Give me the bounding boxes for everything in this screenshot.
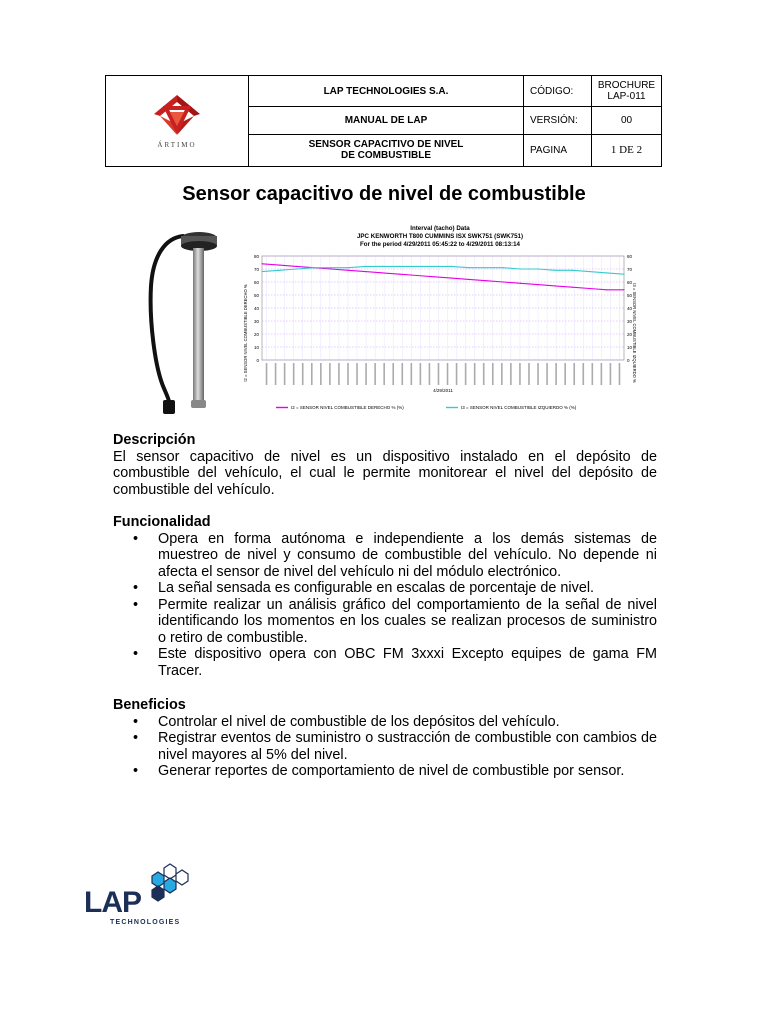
series-1-point xyxy=(330,268,331,269)
descripcion-section xyxy=(113,432,657,498)
bullet-icon: • xyxy=(133,713,139,730)
x-tick-label xyxy=(546,363,548,385)
x-tick-label xyxy=(302,363,304,385)
list-item xyxy=(113,597,657,647)
x-tick-label xyxy=(356,363,358,385)
version-label: VERSIÓN: xyxy=(524,107,592,134)
x-tick-label xyxy=(320,363,322,385)
x-tick-label xyxy=(329,363,331,385)
x-tick-label xyxy=(420,363,422,385)
x-tick-label xyxy=(392,363,394,385)
series-2-point xyxy=(434,266,435,267)
y-tick-label-left: 20 xyxy=(253,332,259,337)
x-tick-label xyxy=(619,363,621,385)
bullet-icon: • xyxy=(133,763,139,779)
y-tick-label-right: 50 xyxy=(627,293,633,298)
beneficios-list xyxy=(113,714,657,780)
y-tick-label-right: 30 xyxy=(627,319,633,324)
y-tick-label-left: 10 xyxy=(253,345,259,350)
series-1-point xyxy=(623,289,624,290)
list-item-text: Este dispositivo opera con OBC FM 3xxxi Excepto equipes de gama FM Tracer. xyxy=(158,646,657,679)
x-tick-label xyxy=(338,363,340,385)
x-tick-label xyxy=(374,363,376,385)
x-tick-label xyxy=(483,363,485,385)
x-tick-label xyxy=(510,363,512,385)
y-tick-label-right: 0 xyxy=(627,358,630,363)
series-2-point xyxy=(520,268,521,269)
series-2-point xyxy=(313,267,314,268)
codigo-value xyxy=(592,76,662,107)
lap-logo-subtitle: TECHNOLOGIES xyxy=(110,919,181,926)
x-tick-label xyxy=(519,363,521,385)
legend-label-2: I3 = SENSOR NIVEL COMBUSTIBLE IZQUIERDO % (%) xyxy=(461,405,577,410)
series-1-point xyxy=(348,270,349,271)
list-item-text: La señal sensada es configurable en escalas de porcentaje de nivel. xyxy=(158,580,595,596)
funcionalidad-heading: Funcionalidad xyxy=(113,514,211,530)
chart-title-line-2: JPC KENWORTH T800 CUMMINS ISX SWK751 (SWK751) xyxy=(356,233,524,240)
x-tick-label xyxy=(438,363,440,385)
fuel-sensor-image xyxy=(135,226,235,416)
y-tick-label-left: 50 xyxy=(253,293,259,298)
list-item xyxy=(113,714,657,731)
x-tick-label xyxy=(573,363,575,385)
beneficios-heading: Beneficios xyxy=(113,697,186,713)
lap-technologies-logo xyxy=(82,862,192,928)
series-2-point xyxy=(382,266,383,267)
series-2-point xyxy=(537,268,538,269)
list-item xyxy=(113,730,657,763)
series-1-point xyxy=(503,281,504,282)
lap-logo-word: LAP xyxy=(84,886,141,919)
y-tick-label-right: 80 xyxy=(627,254,633,259)
x-tick-label xyxy=(601,363,603,385)
x-tick-label xyxy=(347,363,349,385)
series-1-point xyxy=(485,280,486,281)
y-axis-label-right: I3 = SENSOR NIVEL COMBUSTIBLE IZQUIERDO % xyxy=(632,283,637,383)
x-tick-label xyxy=(447,363,449,385)
series-1-point xyxy=(296,266,297,267)
document-subject-line-2: DE COMBUSTIBLE xyxy=(341,150,431,162)
y-tick-label-right: 10 xyxy=(627,345,633,350)
y-tick-label-left: 80 xyxy=(253,254,259,259)
series-1-point xyxy=(279,265,280,266)
y-tick-label-left: 40 xyxy=(253,306,259,311)
x-tick-label xyxy=(311,363,313,385)
y-tick-label-left: 0 xyxy=(256,358,259,363)
codigo-value-line-2: LAP-011 xyxy=(607,91,646,103)
x-tick-label xyxy=(365,363,367,385)
x-tick-label xyxy=(592,363,594,385)
list-item-text: Generar reportes de comportamiento de nivel de combustible por sensor. xyxy=(158,763,625,779)
series-2-point xyxy=(417,266,418,267)
list-item xyxy=(113,763,657,780)
x-tick-label xyxy=(293,363,295,385)
artimo-logo-text: ÁRTIMO xyxy=(157,140,197,149)
artimo-logo-icon xyxy=(146,92,208,138)
series-2-point xyxy=(468,267,469,268)
bullet-icon: • xyxy=(133,580,139,596)
series-1-point xyxy=(399,274,400,275)
list-item-text: Opera en forma autónoma e independiente a los demás sistemas de muestreo de nivel y consumo de combustible del vehículo. No depende ni afecta el sensor de nivel del vehículo ni del módulo electrónico. xyxy=(158,530,657,580)
x-tick-label xyxy=(275,363,277,385)
list-item xyxy=(113,531,657,581)
x-axis-label: 4/29/2011 xyxy=(433,388,453,393)
y-axis-label-left: I2 = SENSOR NIVEL COMBUSTIBLE DERECHO % xyxy=(243,284,248,382)
x-tick-label xyxy=(429,363,431,385)
series-1-point xyxy=(434,276,435,277)
series-1-point xyxy=(572,287,573,288)
list-item-text: Permite realizar un análisis gráfico del comportamiento de la señal de nivel identificando los momentos en los cuales se realizan procesos de suministro o retiro de combustible. xyxy=(158,596,657,646)
x-tick-label xyxy=(564,363,566,385)
series-2-point xyxy=(296,268,297,269)
series-2-point xyxy=(279,270,280,271)
x-tick-label xyxy=(411,363,413,385)
version-value: 00 xyxy=(592,107,662,134)
series-2-point xyxy=(554,270,555,271)
list-item xyxy=(113,646,657,679)
x-tick-label xyxy=(474,363,476,385)
descripcion-heading: Descripción xyxy=(113,432,196,448)
series-2-point xyxy=(589,271,590,272)
document-header-table xyxy=(105,75,662,167)
x-tick-label xyxy=(284,363,286,385)
codigo-label: CÓDIGO: xyxy=(524,76,592,107)
series-1-point xyxy=(606,289,607,290)
y-tick-label-right: 60 xyxy=(627,280,633,285)
descripcion-text: El sensor capacitivo de nivel es un dispositivo instalado en el depósito de combustible del vehículo, el cual le permite monitorear el nivel del depósito de combustible del vehículo. xyxy=(113,448,657,498)
x-tick-label xyxy=(492,363,494,385)
chart-title-line-3: For the period 4/29/2011 05:45:22 to 4/29/2011 08:13:14 xyxy=(360,241,520,248)
bullet-icon: • xyxy=(133,730,139,746)
x-tick-label xyxy=(555,363,557,385)
x-tick-label xyxy=(582,363,584,385)
series-1-point xyxy=(520,283,521,284)
series-2-point xyxy=(485,267,486,268)
codigo-value-line-1: BROCHURE xyxy=(597,80,656,92)
funcionalidad-section xyxy=(113,514,657,679)
series-1-point xyxy=(261,263,262,264)
page-title: Sensor capacitivo de nivel de combustible xyxy=(182,183,586,205)
bullet-icon: • xyxy=(133,646,139,662)
series-1-point xyxy=(468,279,469,280)
x-tick-label xyxy=(456,363,458,385)
list-item-text: Controlar el nivel de combustible de los depósitos del vehículo. xyxy=(158,713,560,730)
series-1-point xyxy=(537,284,538,285)
x-tick-label xyxy=(401,363,403,385)
y-tick-label-right: 40 xyxy=(627,306,633,311)
artimo-logo xyxy=(106,76,249,167)
series-2-point xyxy=(451,266,452,267)
y-tick-label-right: 20 xyxy=(627,332,633,337)
list-item-text: Registrar eventos de suministro o sustracción de combustible con cambios de nivel mayores al 5% del nivel. xyxy=(158,730,657,763)
document-subject-line-1: SENSOR CAPACITIVO DE NIVEL xyxy=(308,139,464,151)
x-tick-label xyxy=(383,363,385,385)
series-1-point xyxy=(382,272,383,273)
series-2-point xyxy=(623,274,624,275)
company-name: LAP TECHNOLOGIES S.A. xyxy=(249,76,524,107)
manual-name: MANUAL DE LAP xyxy=(249,107,524,134)
series-2-point xyxy=(330,267,331,268)
y-tick-label-left: 60 xyxy=(253,280,259,285)
y-tick-label-left: 30 xyxy=(253,319,259,324)
series-2-point xyxy=(399,266,400,267)
funcionalidad-list xyxy=(113,531,657,680)
legend-label-1: I2 = SENSOR NIVEL COMBUSTIBLE DERECHO % (%) xyxy=(291,405,404,410)
series-1-point xyxy=(451,278,452,279)
series-2-point xyxy=(572,270,573,271)
pagina-label: PAGINA xyxy=(524,134,592,166)
x-tick-label xyxy=(610,363,612,385)
chart-title-line-1: Interval (tacho) Data xyxy=(410,225,470,232)
y-tick-label-left: 70 xyxy=(253,267,259,272)
hexagon-molecule-icon xyxy=(152,864,188,901)
y-tick-label-right: 70 xyxy=(627,267,633,272)
series-2-point xyxy=(503,267,504,268)
fuel-level-chart xyxy=(240,222,640,420)
series-2-point xyxy=(606,272,607,273)
x-tick-label xyxy=(266,363,268,385)
series-1-point xyxy=(554,285,555,286)
x-tick-label xyxy=(537,363,539,385)
bullet-icon: • xyxy=(133,596,139,613)
x-tick-label xyxy=(465,363,467,385)
bullet-icon: • xyxy=(133,530,139,547)
pagina-value: 1 DE 2 xyxy=(592,134,662,166)
series-2-point xyxy=(348,267,349,268)
series-1-point xyxy=(417,275,418,276)
x-tick-label xyxy=(528,363,530,385)
document-subject xyxy=(249,134,524,166)
series-2-point xyxy=(261,271,262,272)
series-1-point xyxy=(365,271,366,272)
list-item xyxy=(113,580,657,597)
series-1-point xyxy=(589,288,590,289)
beneficios-section xyxy=(113,697,657,780)
x-tick-label xyxy=(501,363,503,385)
series-2-point xyxy=(365,266,366,267)
